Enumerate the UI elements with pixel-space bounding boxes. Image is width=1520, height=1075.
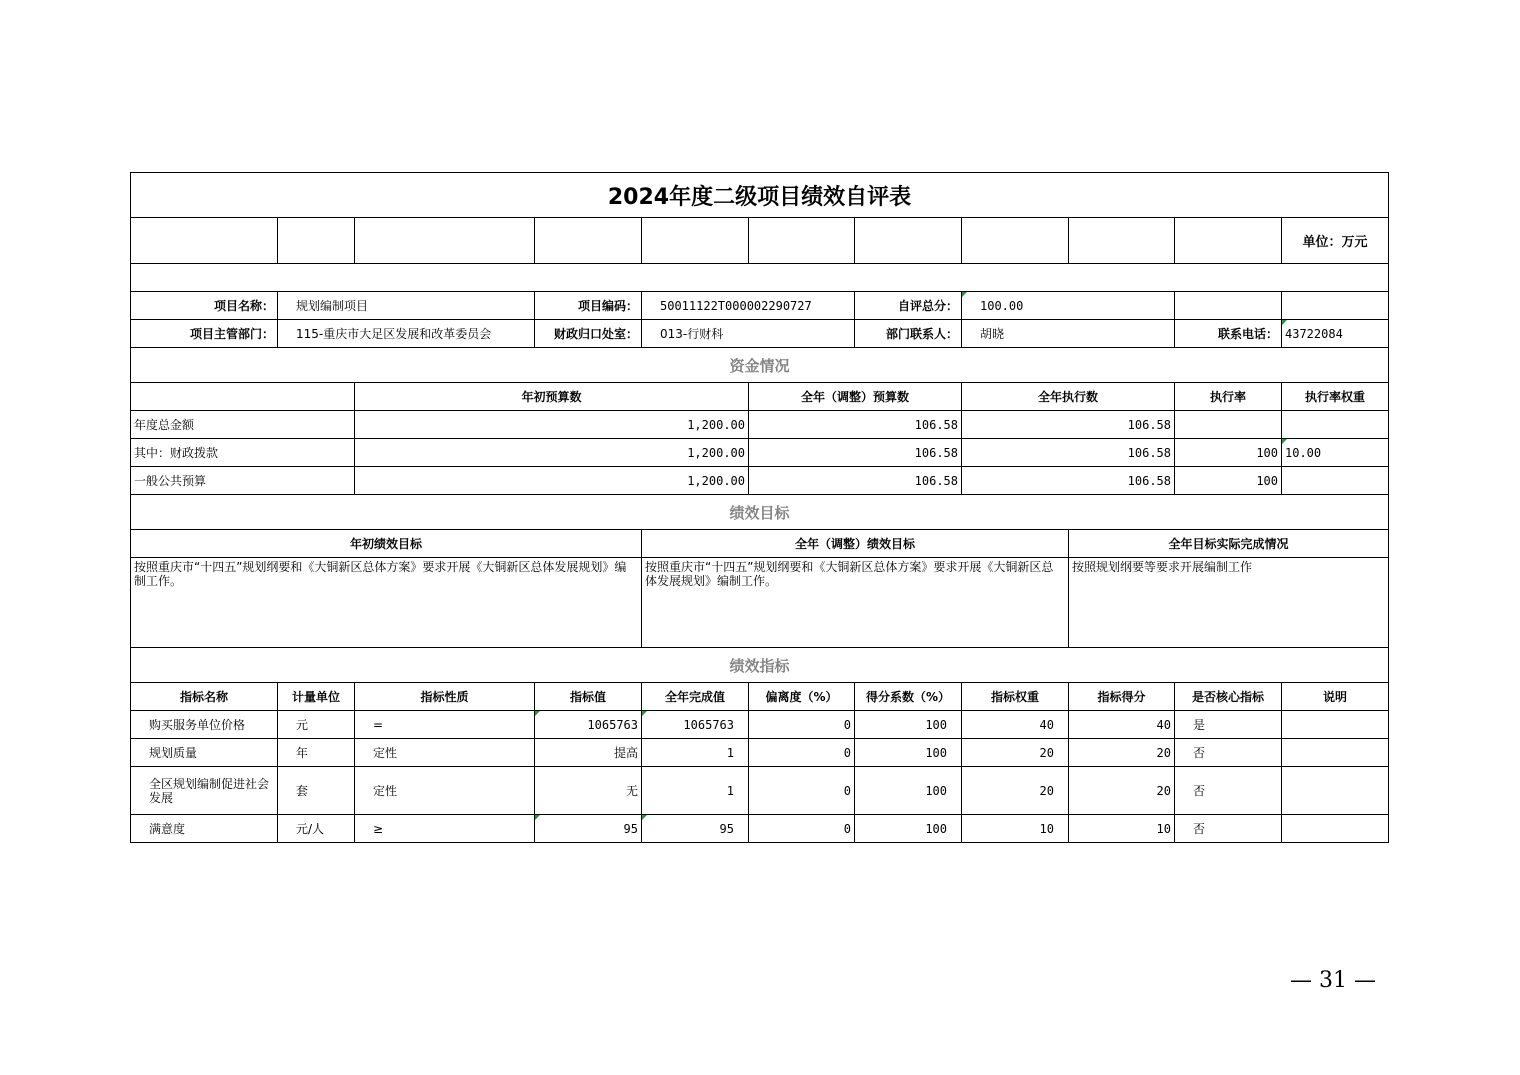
indicator-unit: 元/人 xyxy=(278,815,355,843)
indicator-header: 偏离度（%） xyxy=(749,683,855,711)
funding-row xyxy=(131,467,1389,495)
funding-adjusted: 106.58 xyxy=(749,411,962,439)
indicator-coef: 100 xyxy=(855,739,962,767)
blank-cell xyxy=(1175,218,1282,264)
indicator-nature: ≥ xyxy=(355,815,535,843)
indicator-header: 指标名称 xyxy=(131,683,278,711)
blank-cell xyxy=(749,218,855,264)
indicator-target: 95 xyxy=(535,815,642,843)
indicator-deviation: 0 xyxy=(749,711,855,739)
funding-initial: 1,200.00 xyxy=(355,439,749,467)
table-title: 2024年度二级项目绩效自评表 xyxy=(131,173,1389,218)
indicator-core: 是 xyxy=(1175,711,1282,739)
indicator-score: 20 xyxy=(1069,767,1175,815)
indicator-header: 指标权重 xyxy=(962,683,1069,711)
project-code-label: 项目编码： xyxy=(535,292,642,320)
indicator-score: 40 xyxy=(1069,711,1175,739)
indicators-section-title: 绩效指标 xyxy=(131,648,1389,683)
funding-rate: 100 xyxy=(1175,439,1282,467)
goal-actual-text: 按照规划纲要等要求开展编制工作 xyxy=(1069,558,1389,648)
indicator-core: 否 xyxy=(1175,739,1282,767)
indicator-header: 得分系数（%） xyxy=(855,683,962,711)
funding-section-title: 资金情况 xyxy=(131,348,1389,383)
blank-cell xyxy=(355,218,535,264)
indicator-note xyxy=(1282,815,1389,843)
self-evaluation-table xyxy=(130,172,1389,843)
funding-weight xyxy=(1282,411,1389,439)
blank-cell xyxy=(1282,292,1389,320)
project-name-label: 项目名称： xyxy=(131,292,278,320)
indicator-actual: 1 xyxy=(642,767,749,815)
blank-cell xyxy=(278,218,355,264)
funding-adjusted: 106.58 xyxy=(749,439,962,467)
contact-label: 部门联系人： xyxy=(855,320,962,348)
funding-row xyxy=(131,411,1389,439)
funding-row-name: 其中：财政拨款 xyxy=(131,439,355,467)
indicator-row xyxy=(131,711,1389,739)
indicator-coef: 100 xyxy=(855,711,962,739)
funding-weight: 10.00 xyxy=(1282,439,1389,467)
contact-value: 胡晓 xyxy=(962,320,1175,348)
indicator-unit: 年 xyxy=(278,739,355,767)
indicator-note xyxy=(1282,711,1389,739)
indicator-core: 否 xyxy=(1175,815,1282,843)
indicator-target: 1065763 xyxy=(535,711,642,739)
funding-row-name: 年度总金额 xyxy=(131,411,355,439)
indicator-header: 指标得分 xyxy=(1069,683,1175,711)
indicator-coef: 100 xyxy=(855,767,962,815)
indicator-weight: 10 xyxy=(962,815,1069,843)
spacer-row xyxy=(131,264,1389,292)
indicator-actual: 1 xyxy=(642,739,749,767)
blank-cell xyxy=(855,218,962,264)
goals-header: 全年（调整）绩效目标 xyxy=(642,530,1069,558)
funding-header: 年初预算数 xyxy=(355,383,749,411)
indicator-header: 计量单位 xyxy=(278,683,355,711)
funding-initial: 1,200.00 xyxy=(355,467,749,495)
indicator-row xyxy=(131,739,1389,767)
indicator-weight: 20 xyxy=(962,767,1069,815)
indicator-core: 否 xyxy=(1175,767,1282,815)
indicator-row xyxy=(131,815,1389,843)
indicator-unit: 元 xyxy=(278,711,355,739)
funding-header: 执行率权重 xyxy=(1282,383,1389,411)
indicator-coef: 100 xyxy=(855,815,962,843)
dept-label: 项目主管部门： xyxy=(131,320,278,348)
project-name-value: 规划编制项目 xyxy=(278,292,535,320)
phone-label: 联系电话： xyxy=(1175,320,1282,348)
funding-rate: 100 xyxy=(1175,467,1282,495)
score-value: 100.00 xyxy=(962,292,1175,320)
indicator-header: 是否核心指标 xyxy=(1175,683,1282,711)
indicator-name: 满意度 xyxy=(131,815,278,843)
blank-cell xyxy=(642,218,749,264)
indicator-row xyxy=(131,767,1389,815)
blank-cell xyxy=(1069,218,1175,264)
indicator-name: 规划质量 xyxy=(131,739,278,767)
project-code-value: 50011122T000002290727 xyxy=(642,292,855,320)
indicator-nature: 定性 xyxy=(355,739,535,767)
goals-header: 年初绩效目标 xyxy=(131,530,642,558)
indicator-header: 说明 xyxy=(1282,683,1389,711)
blank-cell xyxy=(131,218,278,264)
funding-header: 执行率 xyxy=(1175,383,1282,411)
indicator-score: 10 xyxy=(1069,815,1175,843)
goal-initial-text: 按照重庆市“十四五”规划纲要和《大铜新区总体方案》要求开展《大铜新区总体发展规划》编制工作。 xyxy=(131,558,642,648)
indicator-name: 购买服务单位价格 xyxy=(131,711,278,739)
funding-row-name: 一般公共预算 xyxy=(131,467,355,495)
indicator-weight: 40 xyxy=(962,711,1069,739)
indicator-actual: 1065763 xyxy=(642,711,749,739)
page-number: — 31 — xyxy=(1290,968,1376,993)
finance-label: 财政归口处室： xyxy=(535,320,642,348)
indicator-header: 全年完成值 xyxy=(642,683,749,711)
indicator-actual: 95 xyxy=(642,815,749,843)
score-label: 自评总分： xyxy=(855,292,962,320)
indicator-note xyxy=(1282,739,1389,767)
unit-label: 单位：万元 xyxy=(1282,218,1389,264)
blank-cell xyxy=(131,383,355,411)
funding-header: 全年（调整）预算数 xyxy=(749,383,962,411)
blank-cell xyxy=(962,218,1069,264)
funding-rate xyxy=(1175,411,1282,439)
goals-header: 全年目标实际完成情况 xyxy=(1069,530,1389,558)
funding-adjusted: 106.58 xyxy=(749,467,962,495)
indicator-score: 20 xyxy=(1069,739,1175,767)
funding-executed: 106.58 xyxy=(962,411,1175,439)
goals-section-title: 绩效目标 xyxy=(131,495,1389,530)
funding-weight xyxy=(1282,467,1389,495)
indicator-target: 无 xyxy=(535,767,642,815)
indicator-deviation: 0 xyxy=(749,767,855,815)
indicator-unit: 套 xyxy=(278,767,355,815)
dept-value: 115-重庆市大足区发展和改革委员会 xyxy=(278,320,535,348)
blank-cell xyxy=(1175,292,1282,320)
indicator-name: 全区规划编制促进社会发展 xyxy=(131,767,278,815)
phone-value: 43722084 xyxy=(1282,320,1389,348)
indicator-header: 指标性质 xyxy=(355,683,535,711)
funding-header: 全年执行数 xyxy=(962,383,1175,411)
funding-initial: 1,200.00 xyxy=(355,411,749,439)
indicator-deviation: 0 xyxy=(749,815,855,843)
funding-executed: 106.58 xyxy=(962,467,1175,495)
indicator-header: 指标值 xyxy=(535,683,642,711)
blank-cell xyxy=(535,218,642,264)
finance-value: 013-行财科 xyxy=(642,320,855,348)
indicator-nature: 定性 xyxy=(355,767,535,815)
indicator-nature: = xyxy=(355,711,535,739)
indicator-deviation: 0 xyxy=(749,739,855,767)
indicator-weight: 20 xyxy=(962,739,1069,767)
funding-row xyxy=(131,439,1389,467)
funding-executed: 106.58 xyxy=(962,439,1175,467)
indicator-note xyxy=(1282,767,1389,815)
goal-adjusted-text: 按照重庆市“十四五”规划纲要和《大铜新区总体方案》要求开展《大铜新区总体发展规划》编制工作。 xyxy=(642,558,1069,648)
indicator-target: 提高 xyxy=(535,739,642,767)
